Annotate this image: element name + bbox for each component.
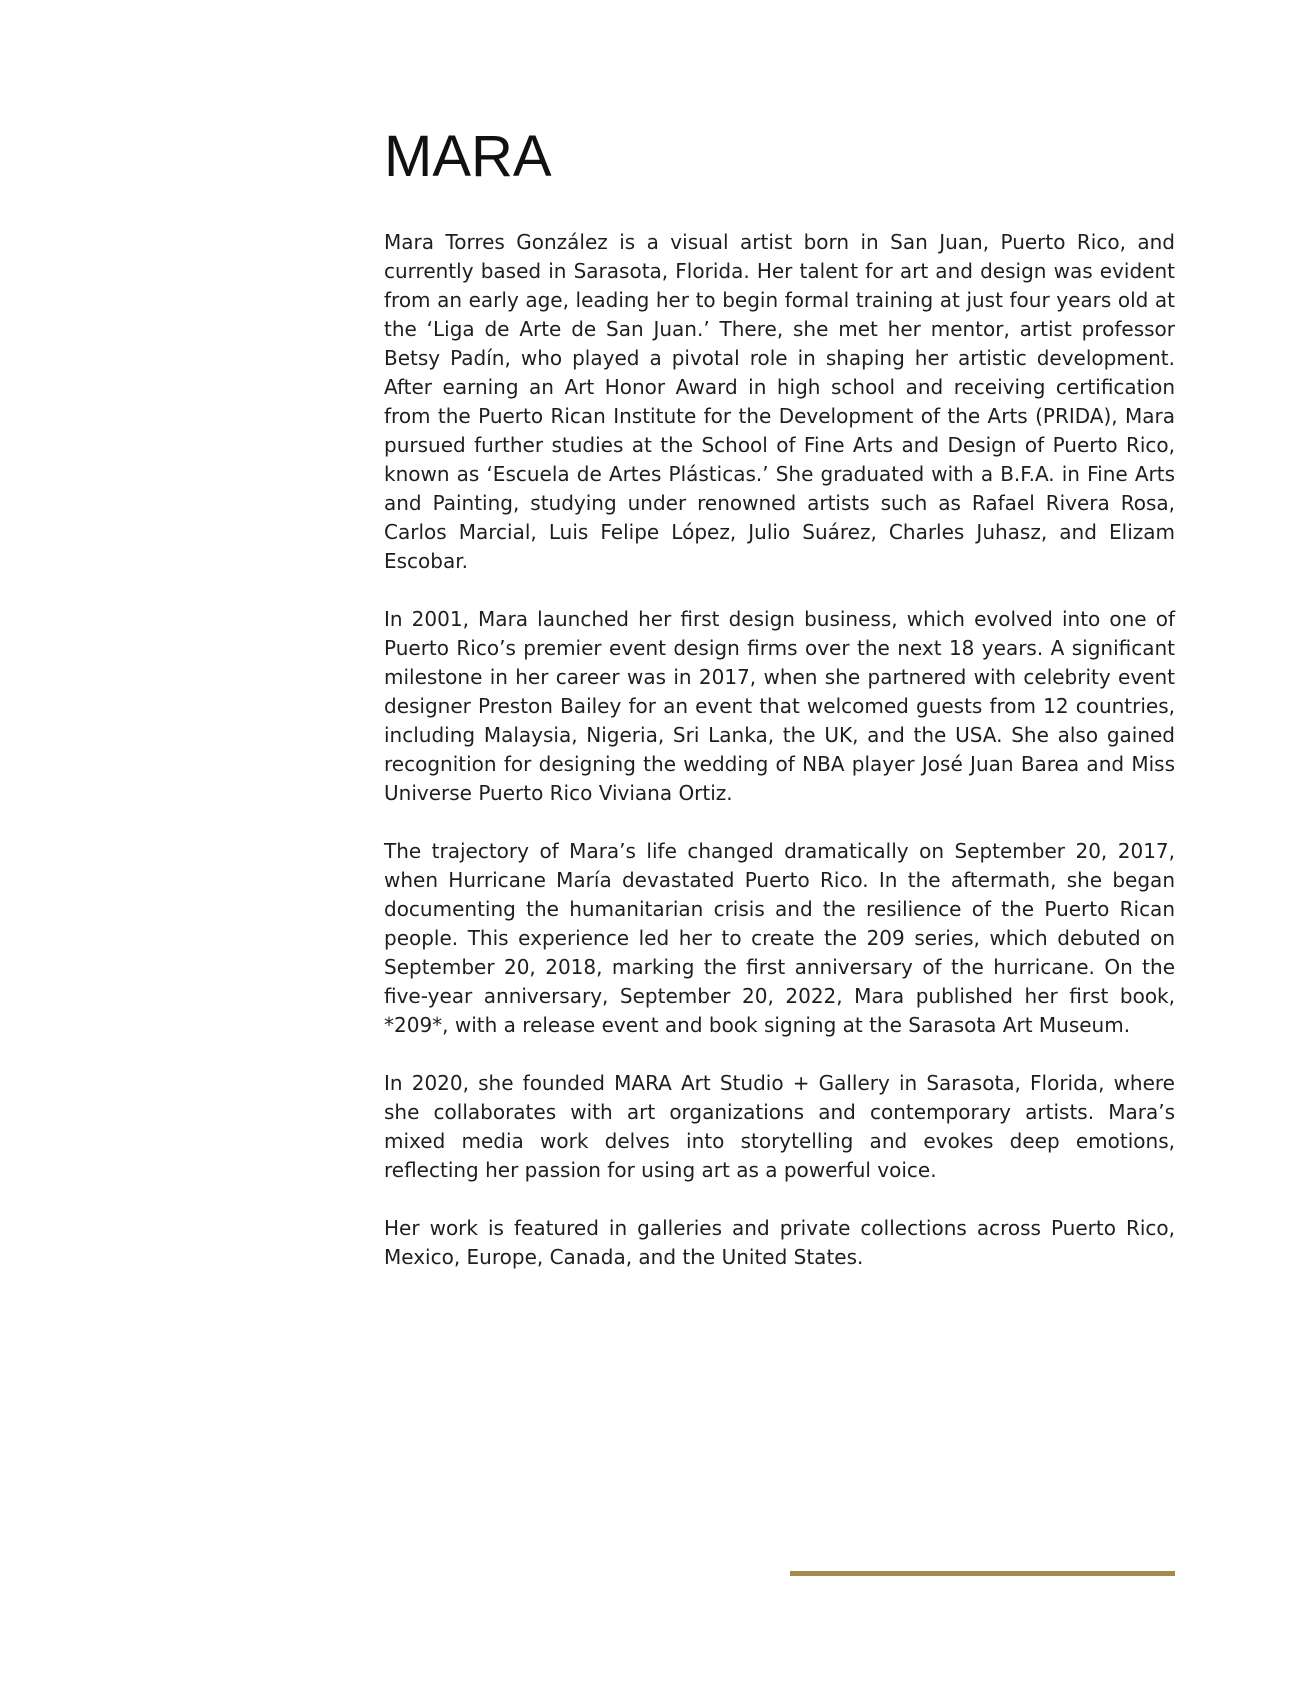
page-title: MARA	[384, 124, 552, 189]
bio-paragraph-studio-gallery: In 2020, she founded MARA Art Studio + Gallery in Sarasota, Florida, where she collaborates with art organizations and contemporary artists. Mara’s mixed media work delves into storytelling and evokes deep emotions, reflecting her passion for using art as a powerful voice.	[384, 1071, 1175, 1182]
bio-paragraph-hurricane-maria: The trajectory of Mara’s life changed dramatically on September 20, 2017, when Hurricane María devastated Puerto Rico. In the aftermath, she began documenting the humanitarian crisis and the resilience of the Puerto Rican people. This experience led her to create the 209 series, which debuted on September 20, 2018, marking the first anniversary of the hurricane. On the five-year anniversary, September 20, 2022, Mara published her first book, *209*, with a release event and book signing at the Sarasota Art Museum.	[384, 839, 1175, 1037]
bio-paragraph-early-life: Mara Torres González is a visual artist born in San Juan, Puerto Rico, and currently based in Sarasota, Florida. Her talent for art and design was evident from an early age, leading her to begin formal training at just four years old at the ‘Liga de Arte de San Juan.’ There, she met her mentor, artist professor Betsy Padín, who played a pivotal role in shaping her artistic development. After earning an Art Honor Award in high school and receiving certification from the Puerto Rican Institute for the Development of the Arts (PRIDA), Mara pursued further studies at the School of Fine Arts and Design of Puerto Rico, known as ‘Escuela de Artes Plásticas.’ She graduated with a B.F.A. in Fine Arts and Painting, studying under renowned artists such as Rafael Rivera Rosa, Carlos Marcial, Luis Felipe López, Julio Suárez, Charles Juhasz, and Elizam Escobar.	[384, 230, 1175, 573]
biography	[384, 228, 1175, 1301]
bio-paragraph-collections: Her work is featured in galleries and private collections across Puerto Rico, Mexico, Europe, Canada, and the United States.	[384, 1216, 1175, 1269]
accent-divider	[790, 1571, 1175, 1576]
bio-paragraph-design-business: In 2001, Mara launched her first design business, which evolved into one of Puerto Rico’s premier event design firms over the next 18 years. A significant milestone in her career was in 2017, when she partnered with celebrity event designer Preston Bailey for an event that welcomed guests from 12 countries, including Malaysia, Nigeria, Sri Lanka, the UK, and the USA. She also gained recognition for designing the wedding of NBA player José Juan Barea and Miss Universe Puerto Rico Viviana Ortiz.	[384, 607, 1175, 805]
